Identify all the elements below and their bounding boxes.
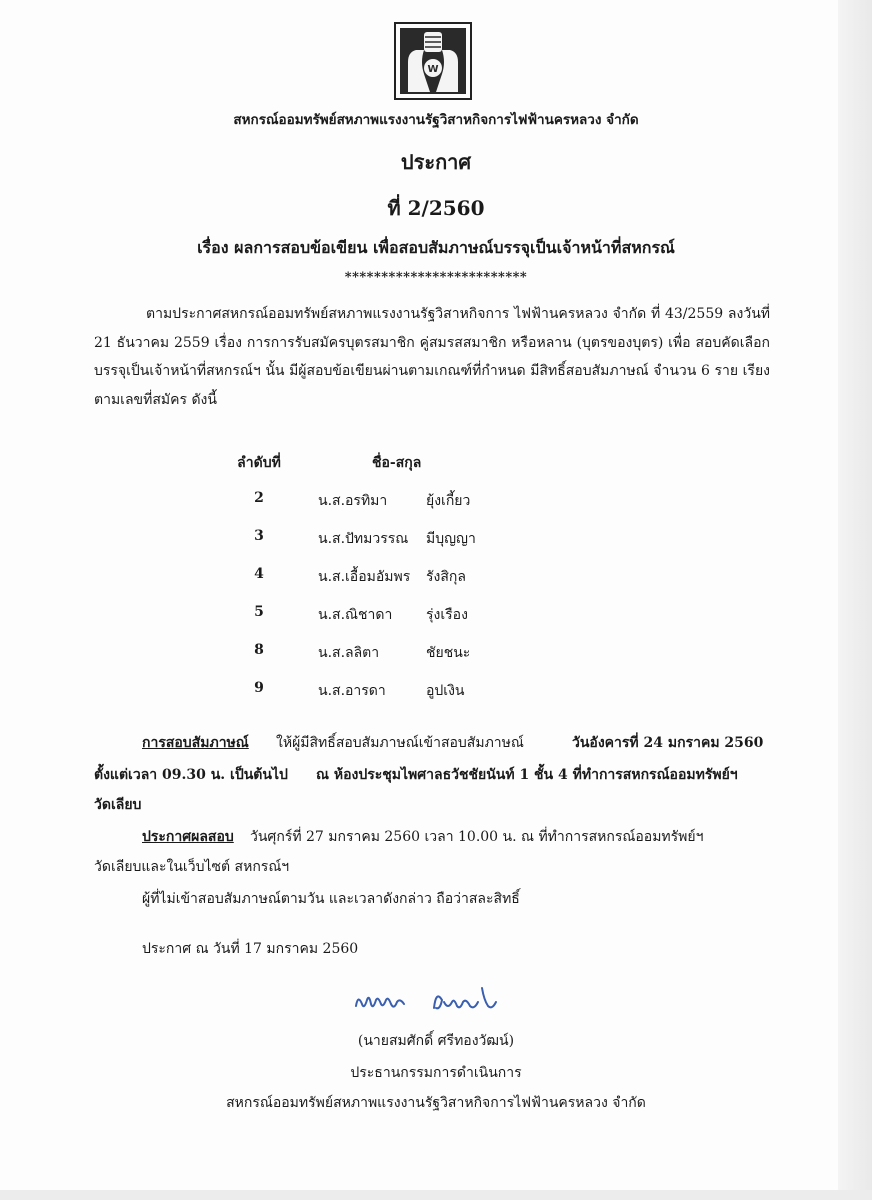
candidate-no: 9	[254, 680, 264, 696]
candidate-first-name: น.ส.ลลิตา	[318, 645, 380, 661]
candidate-first-name: น.ส.ณิชาดา	[318, 607, 393, 623]
result-heading-label: ประกาศผลสอบ	[142, 829, 234, 845]
candidate-no: 8	[254, 642, 264, 658]
announcement-title: ประกาศ	[400, 150, 472, 174]
interview-time: ตั้งแต่เวลา 09.30 น. เป็นต้นไป	[94, 767, 288, 783]
list-item	[224, 490, 524, 514]
list-item	[224, 566, 524, 590]
candidate-last-name: รังสิกุล	[426, 569, 466, 585]
list-item	[224, 680, 524, 704]
announce-date: ประกาศ ณ วันที่ 17 มกราคม 2560	[142, 941, 359, 957]
candidate-last-name: มีบุญญา	[426, 531, 476, 547]
interview-place-cont: วัดเลียบ	[94, 797, 142, 813]
absent-notice: ผู้ที่ไม่เข้าสอบสัมภาษณ์ตามวัน และเวลาดังกล่าว ถือว่าสละสิทธิ์	[142, 891, 520, 907]
scan-edge	[838, 0, 872, 1200]
candidate-last-name: รุ่งเรือง	[426, 607, 468, 623]
candidate-first-name: น.ส.เอื้อมอัมพร	[318, 569, 411, 585]
candidate-first-name: น.ส.อรทิมา	[318, 493, 388, 509]
result-text-cont: วัดเลียบและในเว็บไซต์ สหกรณ์ฯ	[94, 859, 290, 875]
interview-date: วันอังคารที่ 24 มกราคม 2560	[572, 735, 764, 751]
candidate-first-name: น.ส.ปัทมวรรณ	[318, 531, 409, 547]
candidate-no: 5	[254, 604, 264, 620]
cooperative-logo-icon	[394, 22, 472, 100]
interview-text: ให้ผู้มีสิทธิ์สอบสัมภาษณ์เข้าสอบสัมภาษณ์	[276, 735, 524, 751]
signatory-org: สหกรณ์ออมทรัพย์สหภาพแรงงานรัฐวิสาหกิจการไฟฟ้านครหลวง จำกัด	[226, 1095, 646, 1111]
org-name-header: สหกรณ์ออมทรัพย์สหภาพแรงงานรัฐวิสาหกิจการไฟฟ้านครหลวง จำกัด	[233, 112, 639, 128]
signatory-name: (นายสมศักดิ์ ศรีทองวัฒน์)	[357, 1033, 515, 1049]
candidate-no: 2	[254, 490, 264, 506]
list-item	[224, 528, 524, 552]
signature-image	[350, 980, 510, 1020]
separator: *************************	[344, 270, 528, 285]
signatory-position: ประธานกรรมการดำเนินการ	[350, 1065, 522, 1081]
list-item	[224, 604, 524, 628]
interview-heading	[142, 732, 249, 754]
col-name-header: ชื่อ-สกุล	[372, 455, 422, 471]
list-item	[224, 642, 524, 666]
interview-place: ณ ห้องประชุมไพศาลธวัชชัยนันท์ 1 ชั้น 4 ที่ทำการสหกรณ์ออมทรัพย์ฯ	[316, 767, 738, 783]
svg-text:W: W	[427, 64, 439, 75]
announcement-subject: เรื่อง ผลการสอบข้อเขียน เพื่อสอบสัมภาษณ์บรรจุเป็นเจ้าหน้าที่สหกรณ์	[197, 238, 675, 257]
announcement-number: ที่ 2/2560	[387, 196, 485, 220]
interview-heading-label: การสอบสัมภาษณ์	[142, 735, 249, 751]
result-text: วันศุกร์ที่ 27 มกราคม 2560 เวลา 10.00 น. ณ ที่ทำการสหกรณ์ออมทรัพย์ฯ	[250, 829, 704, 845]
candidate-last-name: ยุ้งเกี้ยว	[426, 493, 471, 509]
candidate-last-name: อูปเงิน	[426, 683, 465, 699]
candidate-no: 4	[254, 566, 264, 582]
intro-paragraph: ตามประกาศสหกรณ์ออมทรัพย์สหภาพแรงงานรัฐวิสาหกิจการ ไฟฟ้านครหลวง จำกัด ที่ 43/2559 ลงวันที่ 21 ธันวาคม 2559 เรื่อง การการรับสมัครบุตรสมาชิก คู่สมรสสมาชิก หรือหลาน (บุตรของบุตร) เพื่อ สอบคัดเลือกบรรจุเป็นเจ้าหน้าที่สหกรณ์ฯ นั้น มีผู้สอบข้อเขียนผ่านตามเกณฑ์ที่กำหนด มีสิทธิ์สอบสัมภาษณ์ จำนวน 6 ราย เรียงตามเลขที่สมัคร ดังนี้	[94, 306, 770, 408]
scan-edge-bottom	[0, 1190, 872, 1200]
result-heading	[142, 826, 234, 848]
candidate-list-header	[224, 452, 524, 476]
candidate-last-name: ชัยชนะ	[426, 645, 471, 661]
candidate-no: 3	[254, 528, 264, 544]
col-order-header: ลำดับที่	[237, 455, 281, 471]
candidate-first-name: น.ส.อารดา	[318, 683, 386, 699]
